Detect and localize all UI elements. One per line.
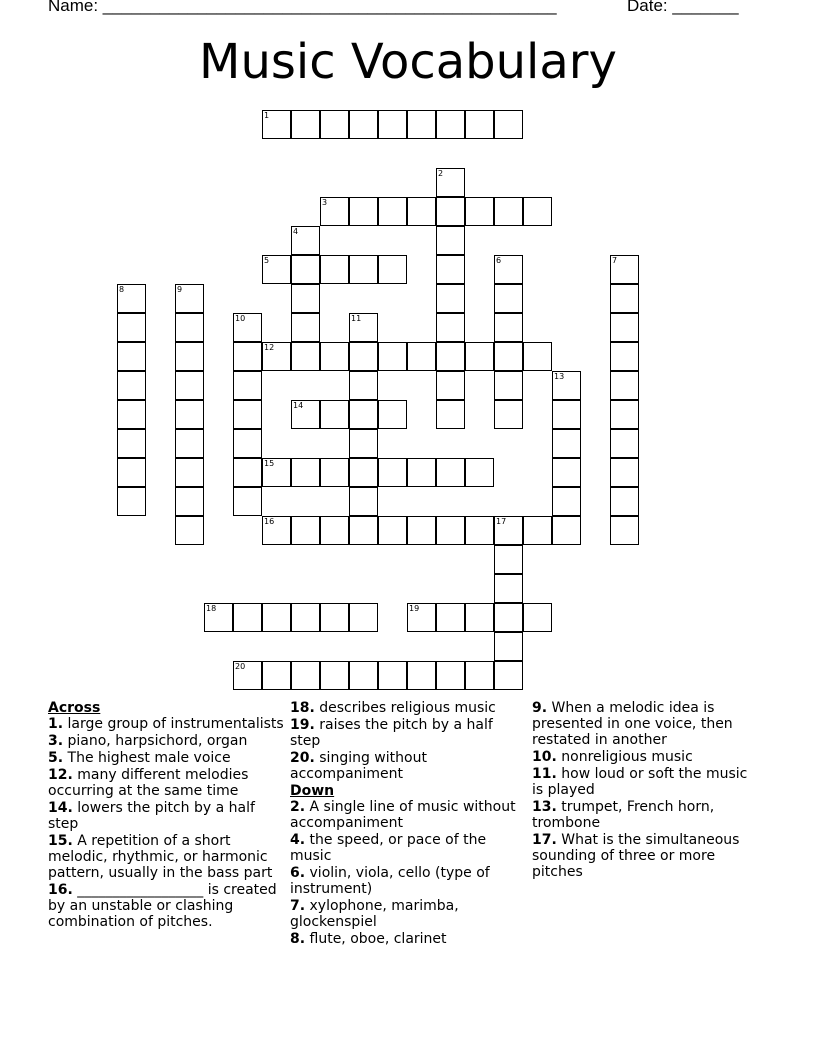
clues-column-2 <box>290 700 520 948</box>
clue-number: 1 <box>264 111 270 120</box>
crossword-cell[interactable] <box>436 226 465 255</box>
crossword-cell[interactable] <box>320 661 349 690</box>
crossword-cell[interactable] <box>175 313 204 342</box>
crossword-cell[interactable] <box>436 284 465 313</box>
crossword-cell[interactable] <box>349 371 378 400</box>
crossword-cell[interactable] <box>378 400 407 429</box>
crossword-cell[interactable] <box>349 197 378 226</box>
crossword-cell[interactable] <box>117 371 146 400</box>
crossword-cell[interactable] <box>552 487 581 516</box>
crossword-cell[interactable] <box>465 458 494 487</box>
crossword-cell[interactable] <box>320 458 349 487</box>
crossword-cell[interactable] <box>378 516 407 545</box>
crossword-cell[interactable] <box>262 458 291 487</box>
clue-down-8: 8. flute, oboe, clarinet <box>290 931 447 947</box>
clue-down-9: 9. When a melodic idea is presented in one voice, then restated in another <box>532 700 733 748</box>
crossword-cell[interactable] <box>291 226 320 255</box>
clue-number: 8 <box>119 285 125 294</box>
crossword-cell[interactable] <box>436 168 465 197</box>
crossword-cell[interactable] <box>320 603 349 632</box>
crossword-cell[interactable] <box>436 400 465 429</box>
crossword-cell[interactable] <box>378 110 407 139</box>
crossword-cell[interactable] <box>610 487 639 516</box>
crossword-cell[interactable] <box>494 400 523 429</box>
crossword-cell[interactable] <box>349 458 378 487</box>
crossword-cell[interactable] <box>175 371 204 400</box>
crossword-cell[interactable] <box>494 603 523 632</box>
crossword-cell[interactable] <box>320 197 349 226</box>
clue-across-20: 20. singing without accompaniment <box>290 750 427 782</box>
crossword-cell[interactable] <box>117 458 146 487</box>
crossword-cell[interactable] <box>436 313 465 342</box>
crossword-cell[interactable] <box>436 516 465 545</box>
crossword-cell[interactable] <box>494 545 523 574</box>
crossword-cell[interactable] <box>349 429 378 458</box>
crossword-cell[interactable] <box>117 284 146 313</box>
crossword-cell[interactable] <box>436 603 465 632</box>
crossword-cell[interactable] <box>407 603 436 632</box>
crossword-cell[interactable] <box>465 661 494 690</box>
crossword-cell[interactable] <box>320 255 349 284</box>
crossword-cell[interactable] <box>494 371 523 400</box>
crossword-cell[interactable] <box>610 516 639 545</box>
crossword-cell[interactable] <box>117 313 146 342</box>
crossword-cell[interactable] <box>291 284 320 313</box>
crossword-cell[interactable] <box>436 255 465 284</box>
crossword-cell[interactable] <box>233 458 262 487</box>
crossword-cell[interactable] <box>262 342 291 371</box>
crossword-cell[interactable] <box>291 255 320 284</box>
crossword-cell[interactable] <box>407 516 436 545</box>
crossword-cell[interactable] <box>465 110 494 139</box>
crossword-cell[interactable] <box>494 574 523 603</box>
crossword-cell[interactable] <box>291 313 320 342</box>
crossword-cell[interactable] <box>175 458 204 487</box>
clue-number: 15 <box>264 459 275 468</box>
crossword-cell[interactable] <box>262 661 291 690</box>
crossword-cell[interactable] <box>494 516 523 545</box>
crossword-cell[interactable] <box>436 342 465 371</box>
clue-down-4: 4. the speed, or pace of the music <box>290 832 487 864</box>
crossword-cell[interactable] <box>494 661 523 690</box>
clue-across-5: 5. The highest male voice <box>48 750 231 766</box>
crossword-cell[interactable] <box>204 603 233 632</box>
crossword-cell[interactable] <box>117 400 146 429</box>
clue-down-13: 13. trumpet, French horn, trombone <box>532 799 715 831</box>
crossword-cell[interactable] <box>291 603 320 632</box>
clue-number: 19 <box>409 604 420 613</box>
clue-across-3: 3. piano, harpsichord, organ <box>48 733 248 749</box>
crossword-cell[interactable] <box>407 661 436 690</box>
crossword-cell[interactable] <box>175 284 204 313</box>
crossword-cell[interactable] <box>175 516 204 545</box>
crossword-cell[interactable] <box>552 400 581 429</box>
crossword-cell[interactable] <box>175 487 204 516</box>
crossword-cell[interactable] <box>291 110 320 139</box>
crossword-cell[interactable] <box>378 197 407 226</box>
crossword-cell[interactable] <box>610 284 639 313</box>
crossword-cell[interactable] <box>117 487 146 516</box>
crossword-cell[interactable] <box>407 197 436 226</box>
crossword-cell[interactable] <box>175 429 204 458</box>
crossword-cell[interactable] <box>349 516 378 545</box>
crossword-cell[interactable] <box>233 487 262 516</box>
clue-number: 6 <box>496 256 502 265</box>
crossword-cell[interactable] <box>291 516 320 545</box>
name-field-label: Name: ________________________________________________ <box>48 0 557 15</box>
clue-number: 13 <box>554 372 565 381</box>
crossword-cell[interactable] <box>494 632 523 661</box>
crossword-cell[interactable] <box>610 342 639 371</box>
clue-number: 5 <box>264 256 270 265</box>
crossword-cell[interactable] <box>378 458 407 487</box>
crossword-cell[interactable] <box>552 371 581 400</box>
crossword-cell[interactable] <box>494 313 523 342</box>
crossword-cell[interactable] <box>494 255 523 284</box>
clue-across-19: 19. raises the pitch by a half step <box>290 717 493 749</box>
crossword-cell[interactable] <box>436 661 465 690</box>
clue-down-11: 11. how loud or soft the music is played <box>532 766 748 798</box>
crossword-cell[interactable] <box>291 400 320 429</box>
crossword-cell[interactable] <box>233 603 262 632</box>
crossword-cell[interactable] <box>610 458 639 487</box>
crossword-cell[interactable] <box>175 342 204 371</box>
crossword-cell[interactable] <box>233 342 262 371</box>
clue-number: 12 <box>264 343 275 352</box>
crossword-cell[interactable] <box>233 661 262 690</box>
crossword-cell[interactable] <box>349 342 378 371</box>
crossword-cell[interactable] <box>465 516 494 545</box>
crossword-cell[interactable] <box>407 342 436 371</box>
crossword-cell[interactable] <box>523 603 552 632</box>
crossword-cell[interactable] <box>175 400 204 429</box>
crossword-cell[interactable] <box>494 342 523 371</box>
date-field-label: Date: _______ <box>627 0 739 15</box>
crossword-cell[interactable] <box>465 342 494 371</box>
clue-across-18: 18. describes religious music <box>290 700 496 716</box>
clue-number: 17 <box>496 517 507 526</box>
crossword-cell[interactable] <box>291 458 320 487</box>
crossword-cell[interactable] <box>378 342 407 371</box>
crossword-cell[interactable] <box>262 516 291 545</box>
clue-down-6: 6. violin, viola, cello (type of instrument) <box>290 865 490 897</box>
across-heading: Across <box>48 700 101 716</box>
crossword-cell[interactable] <box>436 458 465 487</box>
clue-number: 2 <box>438 169 444 178</box>
crossword-cell[interactable] <box>349 603 378 632</box>
clue-number: 11 <box>351 314 362 323</box>
crossword-cell[interactable] <box>378 661 407 690</box>
crossword-cell[interactable] <box>378 255 407 284</box>
crossword-cell[interactable] <box>494 110 523 139</box>
crossword-cell[interactable] <box>436 110 465 139</box>
clue-across-12: 12. many different melodies occurring at the same time <box>48 767 249 799</box>
crossword-cell[interactable] <box>610 429 639 458</box>
crossword-cell[interactable] <box>494 284 523 313</box>
down-heading: Down <box>290 783 335 799</box>
clue-down-7: 7. xylophone, marimba, glockenspiel <box>290 898 459 930</box>
crossword-cell[interactable] <box>436 371 465 400</box>
crossword-cell[interactable] <box>349 313 378 342</box>
crossword-cell[interactable] <box>262 603 291 632</box>
crossword-cell[interactable] <box>552 516 581 545</box>
crossword-cell[interactable] <box>117 429 146 458</box>
clue-across-15: 15. A repetition of a short melodic, rhythmic, or harmonic pattern, usually in the bass part <box>48 833 273 881</box>
page-title: Music Vocabulary <box>199 34 617 90</box>
crossword-cell[interactable] <box>262 255 291 284</box>
clue-number: 7 <box>612 256 618 265</box>
crossword-cell[interactable] <box>349 487 378 516</box>
clues-column-1 <box>48 700 284 931</box>
clue-number: 10 <box>235 314 246 323</box>
crossword-cell[interactable] <box>436 197 465 226</box>
crossword-cell[interactable] <box>262 110 291 139</box>
crossword-cell[interactable] <box>349 661 378 690</box>
crossword-cell[interactable] <box>465 197 494 226</box>
clue-number: 20 <box>235 662 246 671</box>
crossword-cell[interactable] <box>233 429 262 458</box>
crossword-cell[interactable] <box>610 400 639 429</box>
clue-across-1: 1. large group of instrumentalists <box>48 716 284 732</box>
crossword-cell[interactable] <box>117 342 146 371</box>
crossword-cell[interactable] <box>349 255 378 284</box>
clue-number: 16 <box>264 517 275 526</box>
clue-number: 3 <box>322 198 328 207</box>
crossword-cell[interactable] <box>233 313 262 342</box>
clue-number: 9 <box>177 285 183 294</box>
crossword-cell[interactable] <box>291 342 320 371</box>
crossword-cell[interactable] <box>320 110 349 139</box>
clue-down-10: 10. nonreligious music <box>532 749 693 765</box>
crossword-cell[interactable] <box>291 661 320 690</box>
clue-number: 4 <box>293 227 299 236</box>
clue-down-2: 2. A single line of music without accompaniment <box>290 799 516 831</box>
clues-column-3 <box>532 700 762 881</box>
crossword-cell[interactable] <box>523 516 552 545</box>
crossword-cell[interactable] <box>610 255 639 284</box>
clue-across-14: 14. lowers the pitch by a half step <box>48 800 255 832</box>
clue-number: 14 <box>293 401 304 410</box>
crossword-cell[interactable] <box>233 371 262 400</box>
crossword-cell[interactable] <box>349 110 378 139</box>
crossword-cell[interactable] <box>320 516 349 545</box>
crossword-cell[interactable] <box>494 197 523 226</box>
crossword-cell[interactable] <box>233 400 262 429</box>
crossword-cell[interactable] <box>407 110 436 139</box>
crossword-cell[interactable] <box>349 400 378 429</box>
crossword-cell[interactable] <box>465 603 494 632</box>
clue-number: 18 <box>206 604 217 613</box>
crossword-cell[interactable] <box>523 342 552 371</box>
crossword-cell[interactable] <box>610 371 639 400</box>
crossword-cell[interactable] <box>320 400 349 429</box>
crossword-cell[interactable] <box>610 313 639 342</box>
crossword-cell[interactable] <box>523 197 552 226</box>
clue-across-16: 16. __________________ is created by an unstable or clashing combination of pitches. <box>48 882 277 930</box>
crossword-cell[interactable] <box>552 429 581 458</box>
crossword-cell[interactable] <box>552 458 581 487</box>
crossword-cell[interactable] <box>320 342 349 371</box>
clue-down-17: 17. What is the simultaneous sounding of three or more pitches <box>532 832 740 880</box>
crossword-cell[interactable] <box>407 458 436 487</box>
